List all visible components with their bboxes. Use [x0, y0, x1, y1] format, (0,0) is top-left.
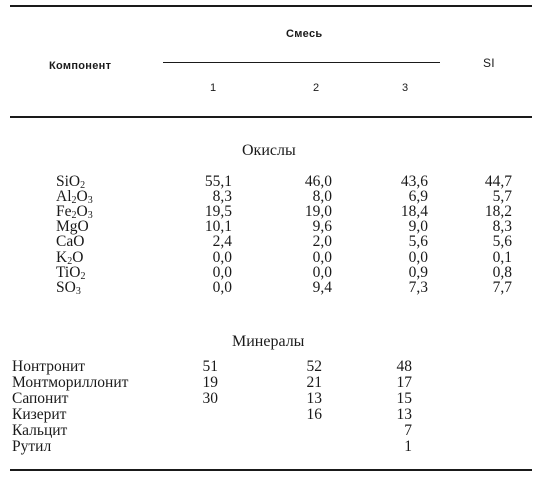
oxide-value-col-3: 0,9: [408, 263, 428, 281]
formula-base: TiO: [56, 263, 81, 281]
oxide-value-col-3: 5,6: [408, 233, 428, 251]
mineral-name: Монтмориллонит: [12, 373, 129, 391]
formula-base: Fe: [56, 203, 72, 221]
formula-tail: O: [76, 188, 88, 206]
formula-subscript: 2: [80, 270, 86, 282]
oxide-value-col-1: 0,0: [212, 278, 232, 296]
oxide-value-col-4: 0,8: [492, 263, 512, 281]
formula-subscript: 2: [67, 255, 73, 267]
formula-base: SiO: [56, 173, 81, 190]
header-col-1: 1: [210, 82, 217, 94]
oxide-value-col-2: 9,4: [312, 278, 332, 296]
mineral-value-col-3: 13: [396, 405, 412, 423]
oxide-value-col-2: 19,0: [304, 203, 332, 221]
oxide-value-col-1: 19,5: [204, 203, 232, 221]
formula-subscript: 2: [71, 195, 77, 207]
oxide-value-col-1: 0,0: [212, 248, 232, 266]
mineral-value-col-1: 51: [202, 358, 218, 375]
header-col-3: 3: [402, 82, 409, 94]
mineral-name: Нонтронит: [12, 358, 86, 375]
top-rule: [10, 5, 532, 7]
oxide-value-col-2: 2,0: [312, 233, 332, 251]
oxide-value-col-4: 8,3: [492, 218, 512, 236]
header-rule: [10, 116, 532, 118]
mineral-name: Сапонит: [12, 389, 69, 407]
formula-tail: O: [72, 248, 84, 266]
section-minerals-title: Минералы: [232, 333, 305, 350]
formula-base: K: [56, 248, 68, 266]
oxide-value-col-2: 0,0: [312, 248, 332, 266]
oxide-value-col-3: 7,3: [408, 278, 428, 296]
mineral-row: [0, 423, 539, 439]
mineral-row: [0, 407, 539, 423]
oxide-value-col-1: 10,1: [204, 218, 232, 236]
mineral-value-col-2: 13: [306, 389, 322, 407]
mineral-row: [0, 375, 539, 391]
oxide-value-col-4: 5,7: [492, 188, 512, 206]
mineral-value-col-3: 48: [396, 358, 412, 375]
mineral-value-col-3: 1: [404, 437, 412, 455]
oxide-value-col-1: 55,1: [204, 173, 232, 190]
formula-base: MgO: [56, 218, 89, 236]
mineral-value-col-3: 17: [396, 373, 412, 391]
mineral-name: Кальцит: [12, 421, 68, 439]
mixture-rule: [163, 62, 440, 63]
oxide-formula: [56, 280, 126, 300]
mineral-row: [0, 391, 539, 407]
mineral-name: Кизерит: [12, 405, 67, 423]
formula-subscript-2: 3: [87, 195, 93, 207]
formula-subscript: 2: [80, 180, 86, 191]
mineral-value-col-2: 21: [306, 373, 322, 391]
oxide-value-col-4: 44,7: [484, 173, 512, 190]
formula-base: CaO: [56, 233, 85, 251]
bottom-rule: [10, 469, 532, 471]
mineral-row: [0, 359, 539, 375]
oxide-value-col-1: 2,4: [212, 233, 232, 251]
oxide-row: [0, 250, 539, 266]
oxide-value-col-3: 6,9: [408, 188, 428, 206]
oxide-value-col-3: 18,4: [400, 203, 428, 221]
oxide-value-col-4: 0,1: [492, 248, 512, 266]
oxide-value-col-2: 0,0: [312, 263, 332, 281]
oxide-value-col-3: 0,0: [408, 248, 428, 266]
formula-subscript: 3: [75, 285, 81, 297]
oxide-value-col-1: 0,0: [212, 263, 232, 281]
mineral-value-col-3: 15: [396, 389, 412, 407]
mineral-value-col-3: 7: [404, 421, 412, 439]
mineral-value-col-2: 16: [306, 405, 322, 423]
header-col-2: 2: [313, 82, 320, 94]
mineral-value-col-1: 30: [202, 389, 218, 407]
oxide-value-col-3: 43,6: [400, 173, 428, 190]
formula-subscript: 2: [71, 210, 77, 222]
formula-base: Al: [56, 188, 72, 206]
formula-tail: O: [76, 203, 88, 221]
oxide-row: [0, 265, 539, 281]
mineral-name: Рутил: [12, 437, 52, 455]
header-component: Компонент: [49, 60, 112, 72]
mineral-value-col-2: 52: [306, 358, 322, 375]
formula-subscript-2: 3: [87, 210, 93, 222]
oxide-value-col-4: 7,7: [492, 278, 512, 296]
oxide-value-col-2: 8,0: [312, 188, 332, 206]
oxide-value-col-3: 9,0: [408, 218, 428, 236]
oxide-value-col-4: 5,6: [492, 233, 512, 251]
mineral-row: [0, 439, 539, 455]
oxide-value-col-2: 9,6: [312, 218, 332, 236]
section-oxides-title: Окислы: [242, 142, 296, 159]
header-mixture: Смесь: [286, 28, 323, 40]
oxide-value-col-2: 46,0: [304, 173, 332, 190]
oxide-row: [0, 280, 539, 296]
oxide-value-col-1: 8,3: [212, 188, 232, 206]
mineral-value-col-1: 19: [202, 373, 218, 391]
header-si: SI: [483, 56, 495, 70]
oxide-value-col-4: 18,2: [484, 203, 512, 221]
formula-base: SO: [56, 278, 76, 296]
